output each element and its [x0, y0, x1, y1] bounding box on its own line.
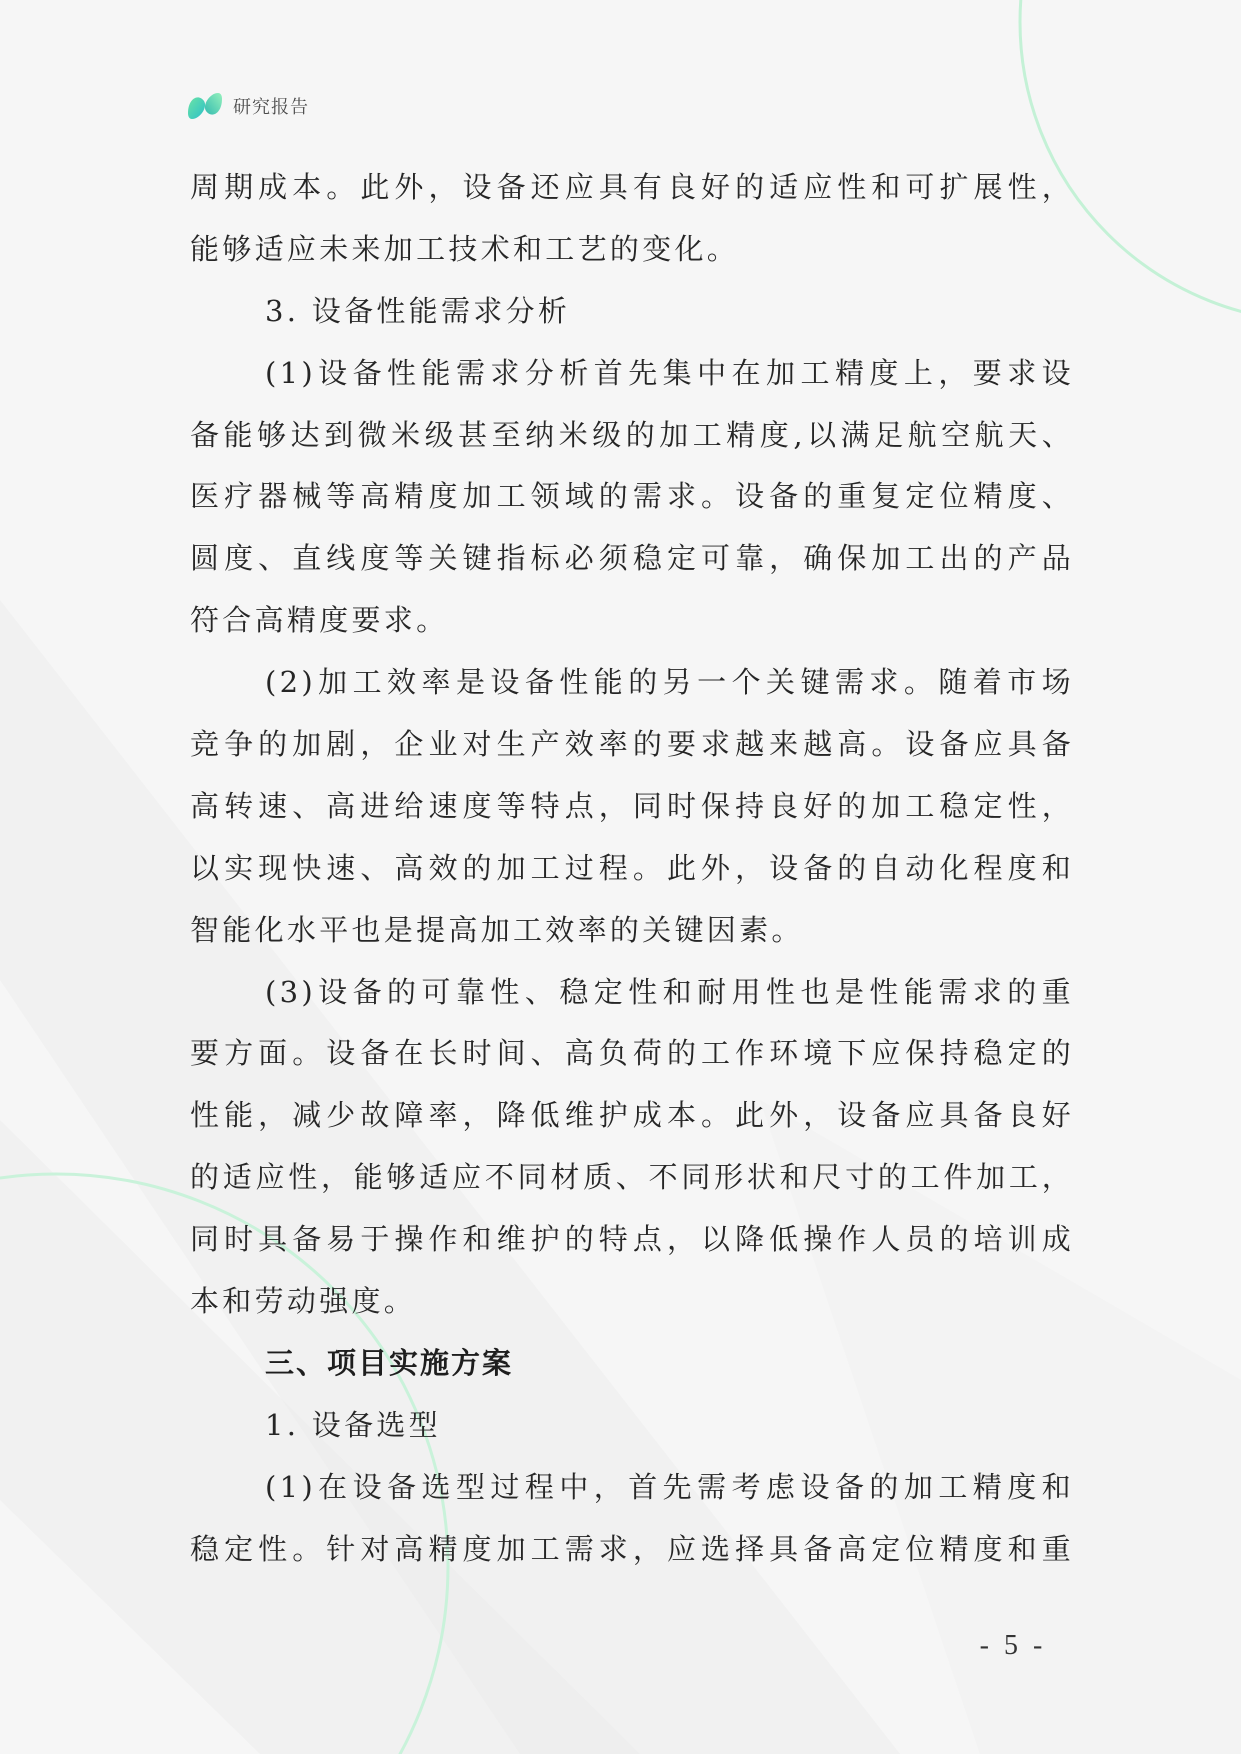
- text-line: 周期成本。此外，设备还应具有良好的适应性和可扩展性，: [190, 170, 1074, 204]
- text-line: 竞争的加剧，企业对生产效率的要求越来越高。设备应具备: [190, 727, 1074, 762]
- paragraph-continued: [190, 157, 1074, 281]
- text-line: 以实现快速、高效的加工过程。此外，设备的自动化程度和: [190, 850, 1074, 885]
- section-heading: 三、项目实施方案: [265, 1345, 514, 1380]
- text-line: 稳定性。针对高精度加工需求，应选择具备高定位精度和重: [190, 1531, 1074, 1566]
- logo-icon: [186, 91, 224, 121]
- text-line: (1)在设备选型过程中，首先需考虑设备的加工精度和: [265, 1469, 1074, 1504]
- text-line: (3)设备的可靠性、稳定性和耐用性也是性能需求的重: [265, 974, 1074, 1009]
- subsection-heading: 1. 设备选型: [265, 1407, 441, 1442]
- report-label: 研究报告: [233, 97, 309, 118]
- text-line: 本和劳动强度。: [190, 1284, 417, 1319]
- report-header: [186, 90, 309, 122]
- text-line: (1)设备性能需求分析首先集中在加工精度上，要求设: [265, 355, 1074, 390]
- text-line: 的适应性，能够适应不同材质、不同形状和尺寸的工件加工，: [190, 1160, 1074, 1195]
- text-line: 性能，减少故障率，降低维护成本。此外，设备应具备良好: [190, 1098, 1074, 1133]
- text-line: 能够适应未来加工技术和工艺的变化。: [190, 231, 740, 266]
- text-line: 圆度、直线度等关键指标必须稳定可靠，确保加工出的产品: [190, 541, 1074, 576]
- text-line: 高转速、高进给速度等特点，同时保持良好的加工稳定性，: [190, 788, 1074, 823]
- subsection-heading: 3. 设备性能需求分析: [265, 293, 571, 328]
- paragraph-3: [190, 962, 1074, 1333]
- text-line: 符合高精度要求。: [190, 603, 449, 638]
- text-line: 智能化水平也是提高加工效率的关键因素。: [190, 912, 804, 947]
- text-line: 备能够达到微米级甚至纳米级的加工精度,以满足航空航天、: [190, 417, 1074, 452]
- text-line: 要方面。设备在长时间、高负荷的工作环境下应保持稳定的: [190, 1036, 1074, 1071]
- text-line: 医疗器械等高精度加工领域的需求。设备的重复定位精度、: [190, 479, 1074, 514]
- paragraph-4: [190, 1457, 1074, 1581]
- text-line: 同时具备易于操作和维护的特点，以降低操作人员的培训成: [190, 1222, 1074, 1257]
- paragraph-1: [190, 343, 1074, 652]
- document-body: [190, 157, 1074, 1580]
- page-number: - 5 -: [979, 1630, 1047, 1661]
- paragraph-2: [190, 652, 1074, 961]
- text-line: (2)加工效率是设备性能的另一个关键需求。随着市场: [265, 665, 1074, 700]
